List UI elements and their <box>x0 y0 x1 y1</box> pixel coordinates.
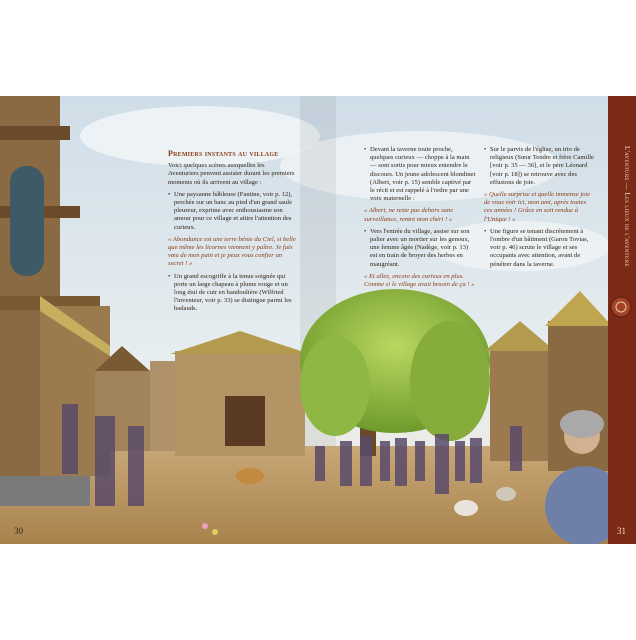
left-page-number: 30 <box>14 526 23 536</box>
right-text-column-2 <box>484 146 594 273</box>
right-text-column-1 <box>364 146 476 293</box>
quote-nadege: « Et allez, encore des curieux en plus. Comme si le village avait besoin de ça ! » <box>364 272 475 289</box>
right-page-number: 31 <box>617 526 626 536</box>
section-heading: Premiers instants au village <box>168 149 279 158</box>
bullet-albert: • Devant la taverne toute proche, quelques curieux — choppe à la main — sont sortis pour mieux entendre le discours. Un jeune adolescent blondinet (Albert, voir p. 15) semble captivé par le récit et est rappelé à l'ordre par une voix maternelle : <box>364 146 476 203</box>
quote-albert: « Albert, ne reste pas dehors sans surveillance, rentre mon chéri ! » <box>364 207 453 223</box>
bullet-fantine: • Une paysanne hâbleuse (Fantine, voir p. 12), perchée sur un banc au pied d'un grand saule pleureur, exprime avec enthousiasme son amour pour ce village et attire l'attention des curieux. <box>168 191 296 232</box>
quote-fantine: « Abondance est une terre bénie du Ciel, si belle que même les licornes viennent y paître. Je fais vœu de mon pain et je peux vous confier un secret ! » <box>168 235 296 268</box>
bullet-garon: • Une figure se tenant discrètement à l'ombre d'un bâtiment (Garon Tovias, voir p. 46) scrute le village et ses occupants avec attention, avant de pénétrer dans la taverne. <box>484 228 594 269</box>
intro-paragraph: Voici quelques scènes auxquelles les Aventuriers peuvent assister durant les premiers moments où ils arrivent au village : <box>168 162 295 186</box>
bullet-religieux: • Sur le parvis de l'église, un trio de religieux (Sœur Tendre et frère Camille [voir p. 35 — 36], et le père Léonard [voir p. 18]) se retrouve avec des effusions de joie. <box>484 146 594 187</box>
chapter-tab-label: L'aventure — Les lieux de l'aventure <box>623 146 631 267</box>
quote-religieux: « Quelle surprise et quelle immense joie de vous voir ici, mon ami, après toutes ces années ! Grâce en soit rendue à l'Unique ! » <box>484 191 591 223</box>
bullet-nadege: • Vers l'entrée du village, assise sur son palier avec un mortier sur les genoux, une femme âgée (Nadège, voir p. 13) est en train de broyer des herbes en maugréant. <box>364 228 476 269</box>
left-text-column <box>168 150 296 318</box>
bullet-wilfried: • Un grand escogriffe à la tenue soignée qui porte un large chapeau à plume rouge et un long étui de cuir en bandoulière (Wilfried l'inventeur, voir p. 33) se distingue parmi les badauds. <box>168 273 296 314</box>
book-spread <box>0 96 636 544</box>
wax-seal-icon <box>610 296 632 318</box>
